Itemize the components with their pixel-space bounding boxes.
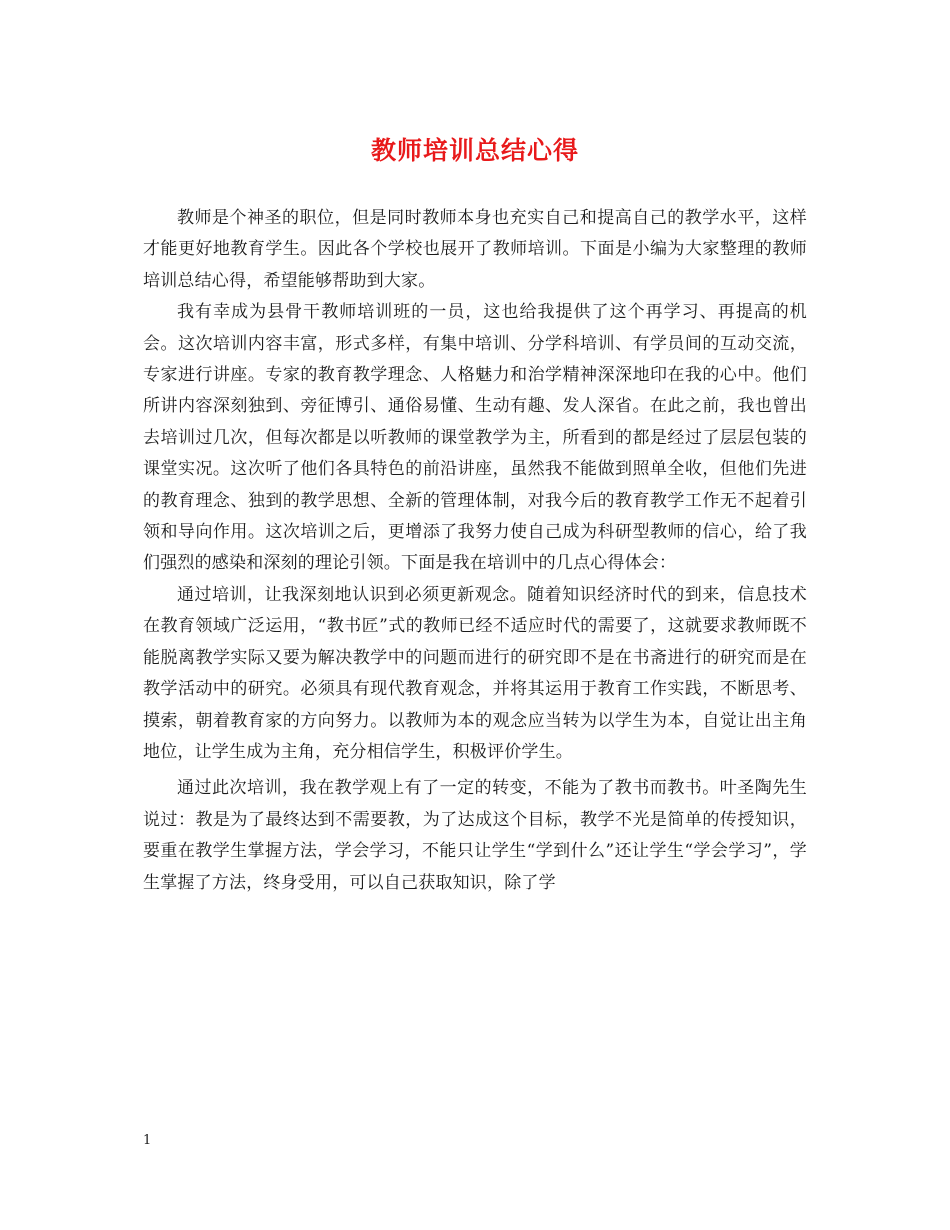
paragraph-intro: 教师是个神圣的职位，但是同时教师本身也充实自己和提高自己的教学水平，这样才能更好地教育学生。因此各个学校也展开了教师培训。下面是小编为大家整理的教师培训总结心得，希望能够帮助到大家。 [143,208,807,291]
page-number: 1 [143,1133,152,1148]
paragraph-update-concepts: 通过培训，让我深刻地认识到必须更新观念。随着知识经济时代的到来，信息技术在教育领域广泛运用，“教书匠”式的教师已经不适应时代的需要了，这就要求教师既不能脱离教学实际又要为解决教学中的问题而进行的研究即不是在书斋进行的研究而是在教学活动中的研究。必须具有现代教育观念，并将其运用于教育工作实践，不断思考、摸索，朝着教育家的方向努力。以教师为本的观念应当转为以学生为本，自觉让出主角地位，让学生成为主角，充分相信学生，积极评价学生。 [143,584,807,762]
document-title: 教师培训总结心得 [370,136,579,165]
paragraph-teaching-view: 通过此次培训，我在教学观上有了一定的转变，不能为了教书而教书。叶圣陶先生说过：教是为了最终达到不需要教，为了达成这个目标，教学不光是简单的传授知识，要重在教学生掌握方法，学会学习，不能只让学生“学到什么”还让学生“学会学习”，学生掌握了方法，终身受用，可以自己获取知识，除了学 [143,778,807,893]
document-body [143,203,807,899]
paragraph-training-experience: 我有幸成为县骨干教师培训班的一员，这也给我提供了这个再学习、再提高的机会。这次培训内容丰富，形式多样，有集中培训、分学科培训、有学员间的互动交流，专家进行讲座。专家的教育教学理念、人格魅力和治学精神深深地印在我的心中。他们所讲内容深刻独到、旁征博引、通俗易懂、生动有趣、发人深省。在此之前，我也曾出去培训过几次，但每次都是以听教师的课堂教学为主，所看到的都是经过了层层包装的课堂实况。这次听了他们各具特色的前沿讲座，虽然我不能做到照单全收，但他们先进的教育理念、独到的教学思想、全新的管理体制，对我今后的教育教学工作无不起着引领和导向作用。这次培训之后，更增添了我努力使自己成为科研型教师的信心，给了我们强烈的感染和深刻的理论引领。下面是我在培训中的几点心得体会： [143,302,807,574]
